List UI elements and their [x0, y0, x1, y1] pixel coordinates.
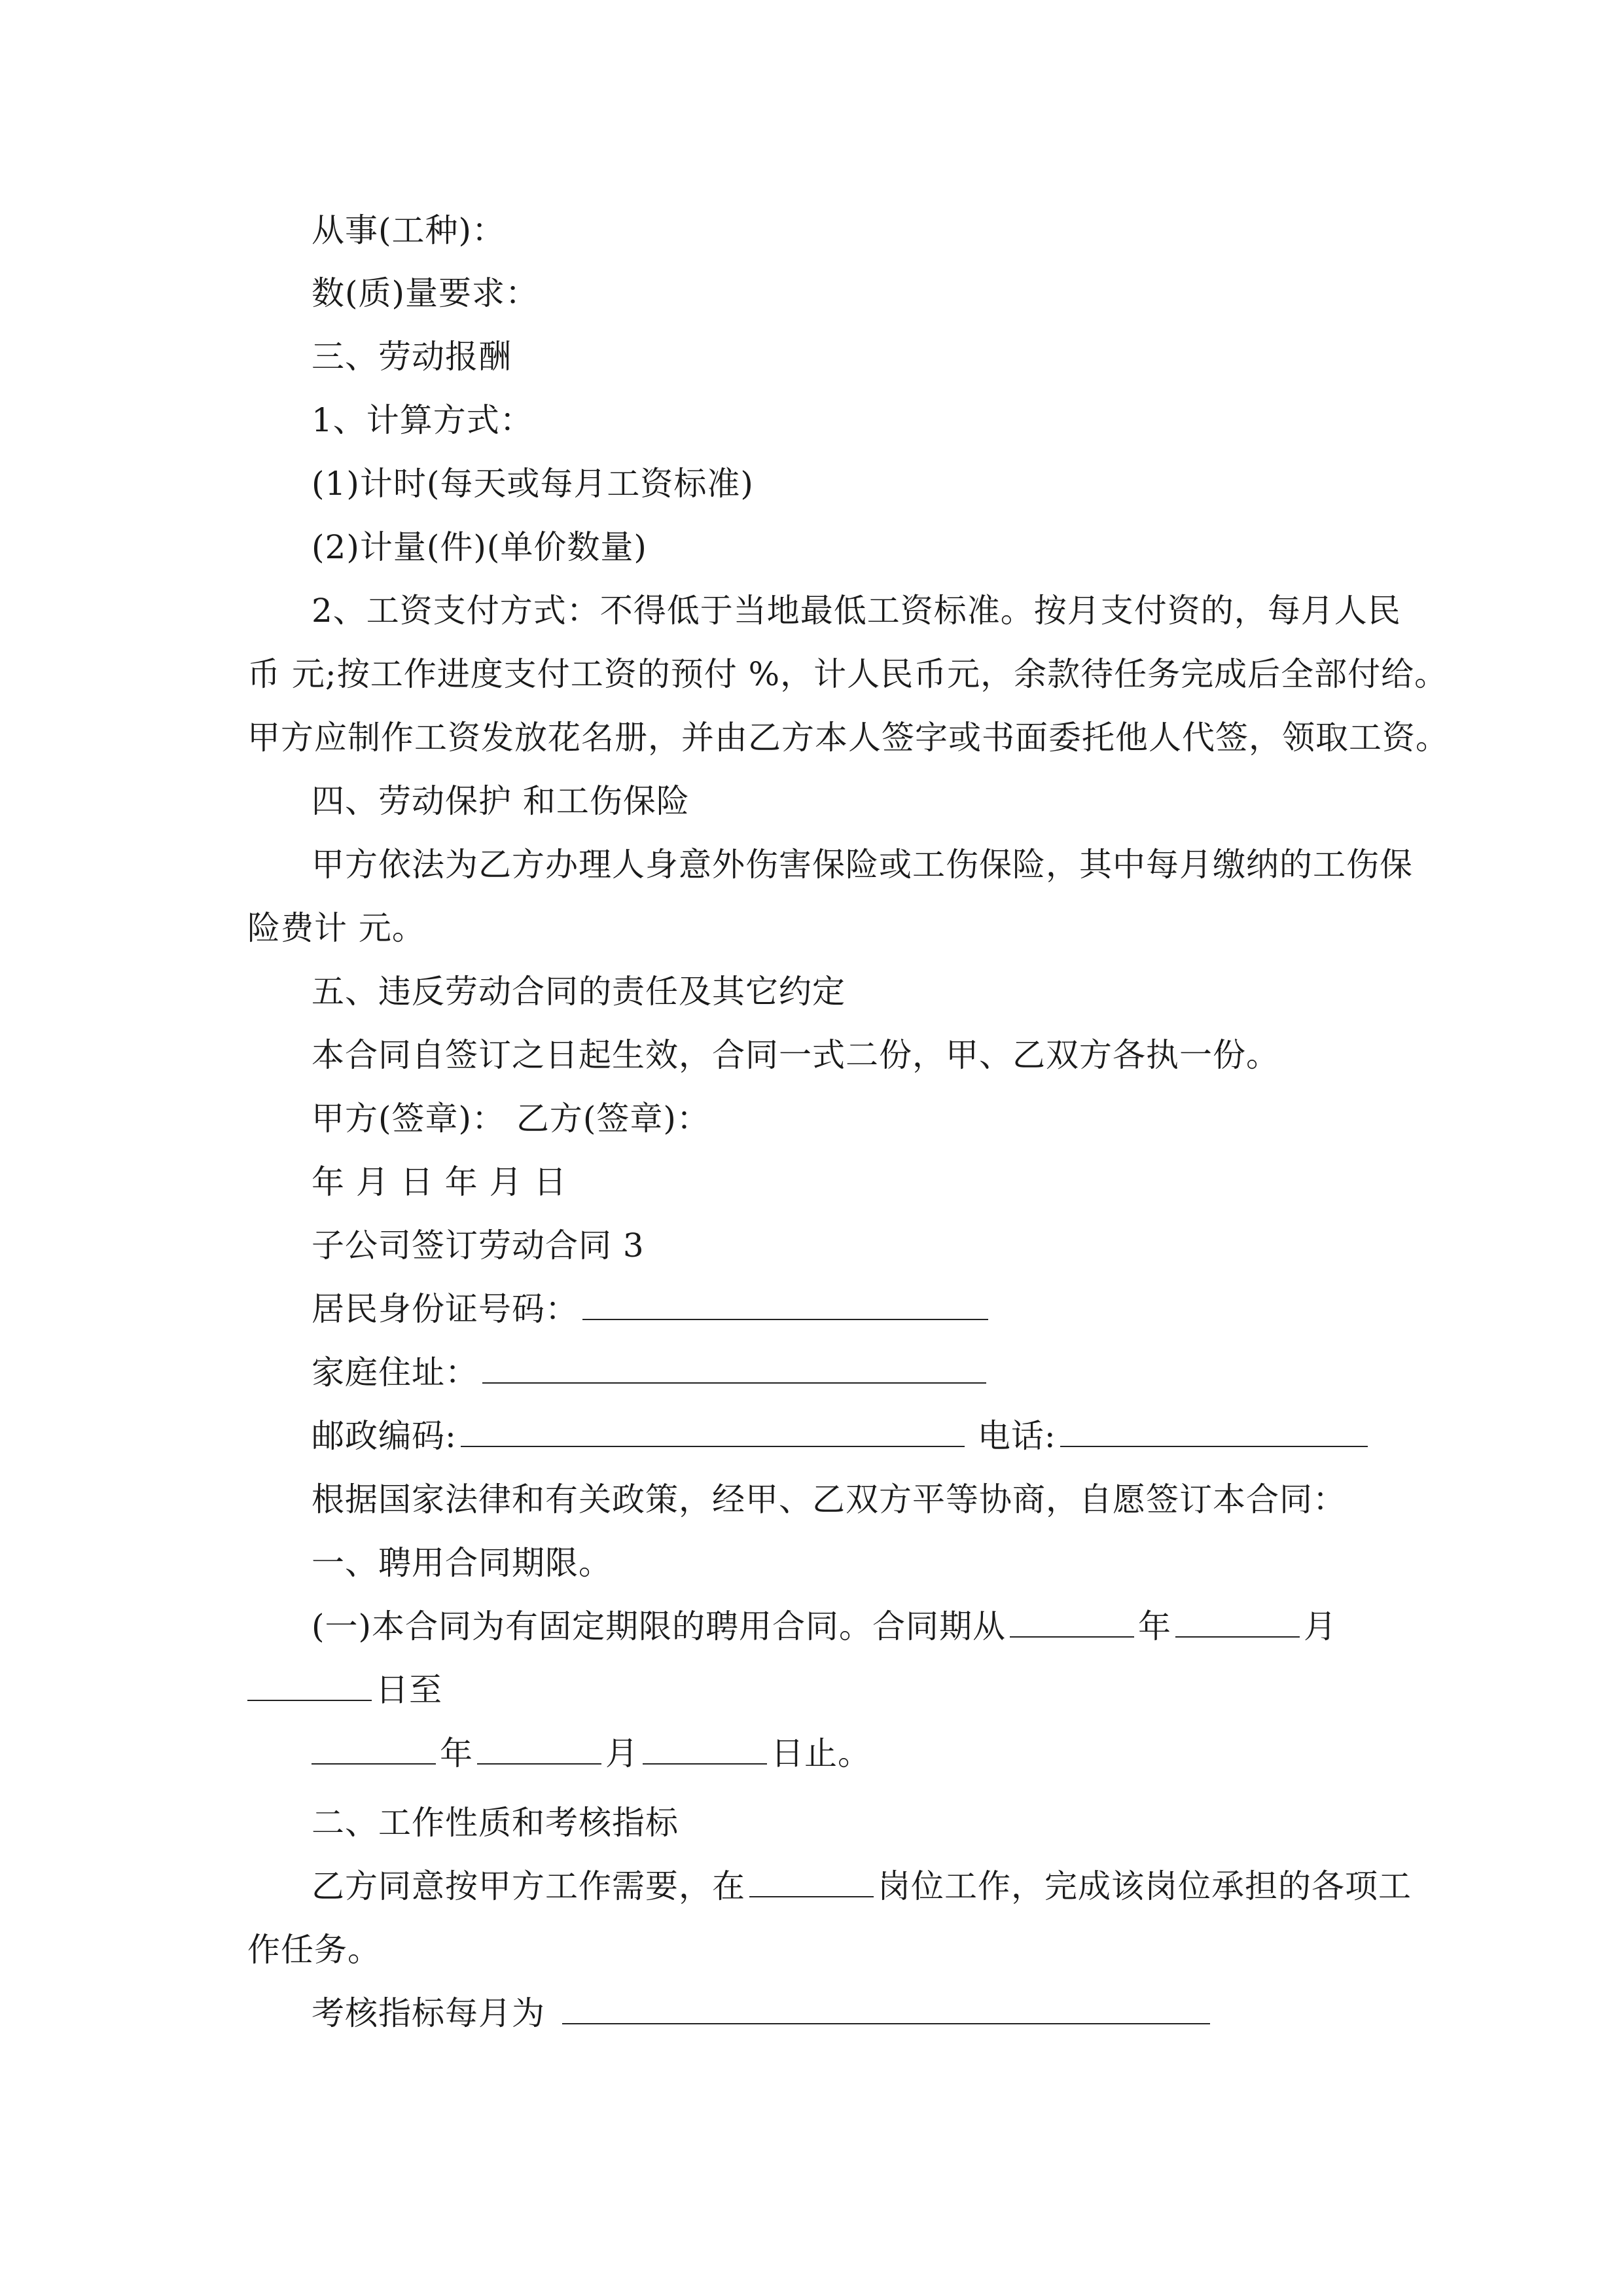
end-month-label: 月 — [605, 1734, 639, 1772]
term-prefix: (一)本合同为有固定期限的聘用合同。合同期从 — [312, 1607, 1007, 1645]
line-calc-method: 1、计算方式： — [312, 401, 533, 439]
heading-remuneration: 三、劳动报酬 — [312, 338, 512, 376]
end-day-label: 日止。 — [771, 1734, 871, 1772]
line-work-type: 从事(工种)： — [312, 211, 506, 249]
term-end-row — [308, 1734, 871, 1773]
line-pay-method: 2、工资支付方式：不得低于当地最低工资标准。按月支付资的，每月人民 — [312, 592, 1401, 630]
assessment-field[interactable] — [562, 1994, 1210, 2024]
start-year-label: 年 — [1138, 1607, 1172, 1645]
assessment-row — [312, 1994, 1214, 2033]
phone-field[interactable] — [1060, 1417, 1368, 1447]
post-cont: 作任务。 — [247, 1931, 381, 1969]
heading-term: 一、聘用合同期限。 — [312, 1544, 612, 1582]
line-insurance-fee: 险费计 元。 — [247, 909, 425, 947]
post-prefix: 乙方同意按甲方工作需要，在 — [312, 1867, 745, 1905]
id-number-field[interactable] — [582, 1290, 988, 1320]
assessment-label: 考核指标每月为 — [312, 1994, 545, 2032]
start-month-label: 月 — [1304, 1607, 1338, 1645]
line-effective: 本合同自签订之日起生效，合同一式二份，甲、乙双方各执一份。 — [312, 1036, 1279, 1074]
phone-label: 电话: — [977, 1417, 1056, 1455]
line-quantity: 数(质)量要求： — [312, 274, 539, 312]
line-pay-detail: 币 元;按工作进度支付工资的预付 %，计人民币元，余款待任务完成后全部付给。 — [247, 655, 1448, 693]
post-field[interactable] — [749, 1867, 874, 1897]
heading-liability: 五、违反劳动合同的责任及其它约定 — [312, 973, 846, 1011]
start-year-field[interactable] — [1010, 1607, 1134, 1638]
postal-field[interactable] — [461, 1417, 965, 1447]
heading-work-nature: 二、工作性质和考核指标 — [312, 1804, 679, 1842]
line-dates: 年 月 日 年 月 日 — [312, 1163, 567, 1201]
start-day-label: 日至 — [376, 1671, 442, 1709]
end-month-field[interactable] — [477, 1734, 601, 1765]
address-row — [312, 1353, 990, 1392]
term-start-day-row — [243, 1670, 442, 1710]
id-number-label: 居民身份证号码： — [312, 1290, 579, 1328]
end-year-label: 年 — [440, 1734, 473, 1772]
post-suffix: 岗位工作，完成该岗位承担的各项工 — [878, 1867, 1412, 1905]
postal-label: 邮政编码: — [312, 1417, 457, 1455]
address-field[interactable] — [482, 1354, 986, 1384]
start-month-field[interactable] — [1175, 1607, 1300, 1638]
address-label: 家庭住址： — [312, 1354, 478, 1391]
line-time-based: (1)计时(每天或每月工资标准) — [312, 465, 754, 503]
doc-subtitle: 子公司签订劳动合同 3 — [312, 1227, 645, 1265]
term-start-row — [312, 1607, 1337, 1646]
id-number-row — [312, 1289, 992, 1329]
end-day-field[interactable] — [643, 1734, 767, 1765]
line-piece-based: (2)计量(件)(单价数量) — [312, 528, 647, 566]
post-row — [312, 1867, 1412, 1906]
line-insurance: 甲方依法为乙方办理人身意外伤害保险或工伤保险，其中每月缴纳的工伤保 — [312, 846, 1413, 884]
line-signatures: 甲方(签章)： 乙方(签章)： — [312, 1100, 710, 1138]
line-intro: 根据国家法律和有关政策，经甲、乙双方平等协商，自愿签订本合同： — [312, 1480, 1346, 1518]
heading-protection: 四、劳动保护 和工伤保险 — [312, 782, 690, 820]
postal-phone-row — [312, 1416, 1372, 1456]
start-day-field[interactable] — [247, 1671, 372, 1701]
line-payroll: 甲方应制作工资发放花名册，并由乙方本人签字或书面委托他人代签，领取工资。 — [247, 719, 1449, 757]
end-year-field[interactable] — [312, 1734, 436, 1765]
